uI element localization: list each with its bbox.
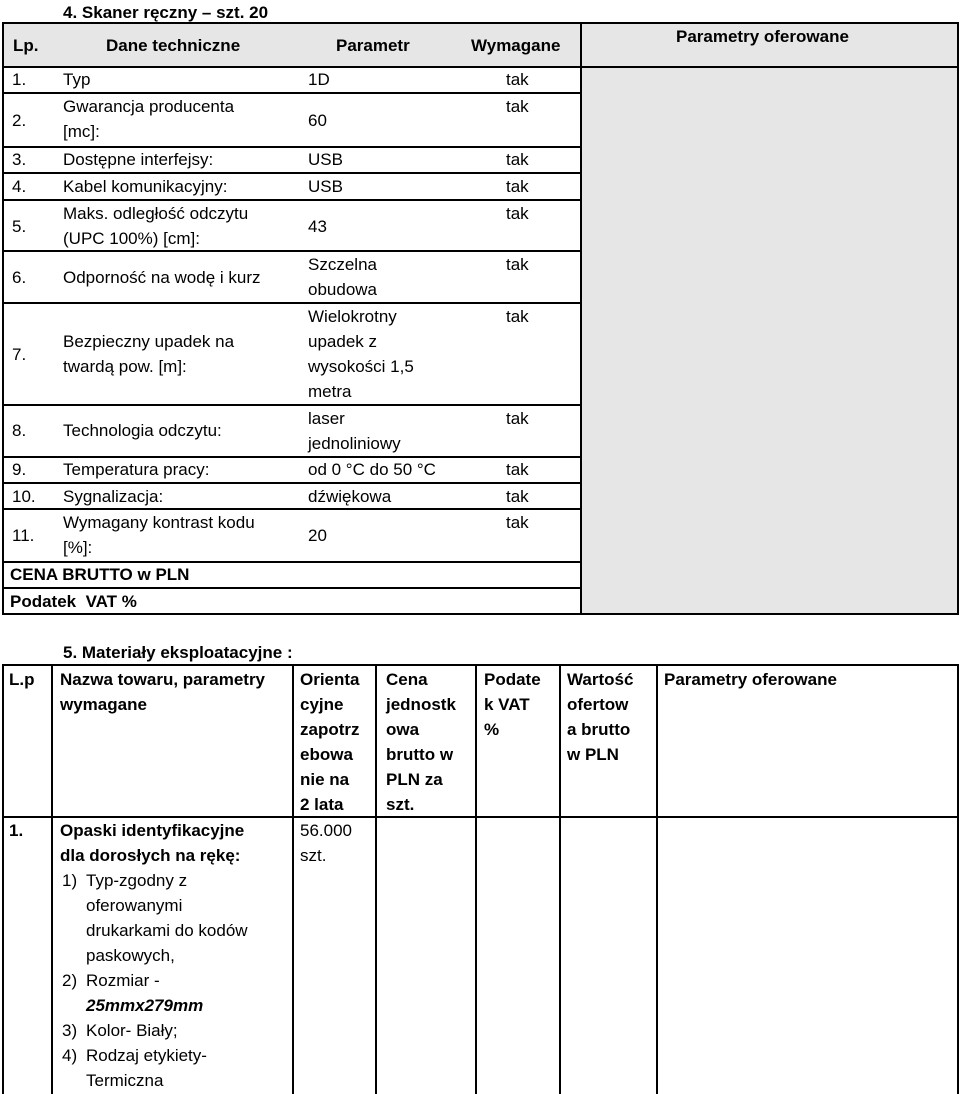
- point3-num: 3): [62, 1021, 78, 1040]
- row6-wymagane: tak: [506, 255, 529, 274]
- section1-title: 4. Skaner ręczny – szt. 20: [63, 3, 269, 22]
- row4-lp: 4.: [12, 177, 27, 196]
- item-name-line1: Opaski identyfikacyjne: [60, 821, 245, 840]
- row8-dane: Technologia odczytu:: [63, 421, 222, 440]
- s2-header-nazwa-line1: Nazwa towaru, parametry: [60, 670, 266, 689]
- s2-header-orient-line1: Orienta: [300, 670, 360, 689]
- row9-parametr: od 0 °C do 50 °C: [308, 460, 436, 479]
- row7-parametr-line2: upadek z: [308, 332, 377, 351]
- offered-column-bg: [582, 23, 958, 614]
- row2-parametr: 60: [308, 111, 327, 130]
- s2-header-cena-line6: szt.: [386, 795, 415, 814]
- row10-parametr: dźwiękowa: [308, 487, 392, 506]
- row7-parametr-line3: wysokości 1,5: [308, 357, 414, 376]
- row2-wymagane: tak: [506, 97, 529, 116]
- header-oferowane: Parametry oferowane: [676, 27, 849, 46]
- row5-dane-line2: (UPC 100%) [cm]:: [63, 229, 200, 248]
- point2-line1: Rozmiar -: [86, 971, 160, 990]
- row7-parametr-line4: metra: [308, 382, 352, 401]
- row3-dane: Dostępne interfejsy:: [63, 150, 214, 169]
- point1-line4: paskowych,: [86, 946, 175, 965]
- s2-header-cena-line1: Cena: [386, 670, 428, 689]
- header-dane: Dane techniczne: [106, 36, 241, 55]
- item-qty-line1: 56.000: [300, 821, 352, 840]
- row11-dane-line2: [%]:: [63, 538, 93, 557]
- row11-parametr: 20: [308, 526, 327, 545]
- row3-wymagane: tak: [506, 150, 529, 169]
- s2-header-cena-line5: PLN za: [386, 770, 443, 789]
- s2-header-wartosc-line4: w PLN: [567, 745, 619, 764]
- row4-parametr: USB: [308, 177, 343, 196]
- s2-header-cena-line4: brutto w: [386, 745, 454, 764]
- s2-header-nazwa-line2: wymagane: [60, 695, 147, 714]
- s2-header-oferowane: Parametry oferowane: [664, 670, 837, 689]
- point4-line2: Termiczna: [86, 1071, 164, 1090]
- row5-parametr: 43: [308, 217, 327, 236]
- row9-wymagane: tak: [506, 460, 529, 479]
- s2-header-cena-line2: jednostk: [386, 695, 456, 714]
- row4-dane: Kabel komunikacyjny:: [63, 177, 228, 196]
- row6-parametr-line1: Szczelna: [308, 255, 377, 274]
- s2-header-orient-line3: zapotrz: [300, 720, 360, 739]
- row3-lp: 3.: [12, 150, 27, 169]
- item-qty-line2: szt.: [300, 846, 327, 865]
- s2-header-wartosc-line1: Wartość: [567, 670, 634, 689]
- row8-lp: 8.: [12, 421, 27, 440]
- point3-line1: Kolor- Biały;: [86, 1021, 178, 1040]
- point1-line2: oferowanymi: [86, 896, 183, 915]
- row2-lp: 2.: [12, 111, 27, 130]
- row10-lp: 10.: [12, 487, 36, 506]
- row8-parametr-line2: jednoliniowy: [308, 434, 401, 453]
- point1-line1: Typ-zgodny z: [86, 871, 188, 890]
- row2-dane-line1: Gwarancja producenta: [63, 97, 235, 116]
- row3-parametr: USB: [308, 150, 343, 169]
- row10-wymagane: tak: [506, 487, 529, 506]
- row10-dane: Sygnalizacja:: [63, 487, 164, 506]
- row5-wymagane: tak: [506, 204, 529, 223]
- podatek-vat-label: Podatek VAT %: [10, 592, 137, 611]
- row7-parametr-line1: Wielokrotny: [308, 307, 397, 326]
- s2-header-podatek-line1: Podate: [484, 670, 541, 689]
- row1-wymagane: tak: [506, 70, 529, 89]
- row8-wymagane: tak: [506, 409, 529, 428]
- point2-line2: 25mmx279mm: [86, 996, 204, 1015]
- row6-dane: Odporność na wodę i kurz: [63, 268, 261, 287]
- item-lp: 1.: [9, 821, 24, 840]
- s2-header-orient-line5: nie na: [300, 770, 350, 789]
- s2-header-lp: L.p: [9, 670, 35, 689]
- row6-parametr-line2: obudowa: [308, 280, 378, 299]
- row9-dane: Temperatura pracy:: [63, 460, 210, 479]
- row7-dane-line1: Bezpieczny upadek na: [63, 332, 235, 351]
- row6-lp: 6.: [12, 268, 27, 287]
- s2-header-podatek-line2: k VAT: [484, 695, 530, 714]
- point4-num: 4): [62, 1046, 78, 1065]
- row7-lp: 7.: [12, 345, 27, 364]
- header-parametr: Parametr: [336, 36, 410, 55]
- s2-header-podatek-line3: %: [484, 720, 500, 739]
- point2-num: 2): [62, 971, 78, 990]
- s2-header-wartosc-line3: a brutto: [567, 720, 631, 739]
- header-wymagane: Wymagane: [471, 36, 561, 55]
- point1-line3: drukarkami do kodów: [86, 921, 248, 940]
- row5-lp: 5.: [12, 217, 27, 236]
- point1-num: 1): [62, 871, 78, 890]
- row11-wymagane: tak: [506, 513, 529, 532]
- row1-parametr: 1D: [308, 70, 330, 89]
- row5-dane-line1: Maks. odległość odczytu: [63, 204, 249, 223]
- s2-header-wartosc-line2: ofertow: [567, 695, 629, 714]
- section2-title: 5. Materiały eksploatacyjne :: [63, 643, 293, 662]
- row7-dane-line2: twardą pow. [m]:: [63, 357, 187, 376]
- row11-dane-line1: Wymagany kontrast kodu: [63, 513, 255, 532]
- s2-header-cena-line3: owa: [386, 720, 420, 739]
- s2-header-orient-line4: ebowa: [300, 745, 353, 764]
- row9-lp: 9.: [12, 460, 27, 479]
- row11-lp: 11.: [12, 526, 35, 545]
- item-name-line2: dla dorosłych na rękę:: [60, 846, 241, 865]
- s2-header-orient-line2: cyjne: [300, 695, 344, 714]
- row1-lp: 1.: [12, 70, 27, 89]
- row8-parametr-line1: laser: [308, 409, 345, 428]
- row1-dane: Typ: [63, 70, 91, 89]
- s2-header-orient-line6: 2 lata: [300, 795, 344, 814]
- row4-wymagane: tak: [506, 177, 529, 196]
- row2-dane-line2: [mc]:: [63, 122, 100, 141]
- cena-brutto-label: CENA BRUTTO w PLN: [10, 565, 190, 584]
- row7-wymagane: tak: [506, 307, 529, 326]
- point4-line1: Rodzaj etykiety-: [86, 1046, 207, 1065]
- header-lp: Lp.: [13, 36, 39, 55]
